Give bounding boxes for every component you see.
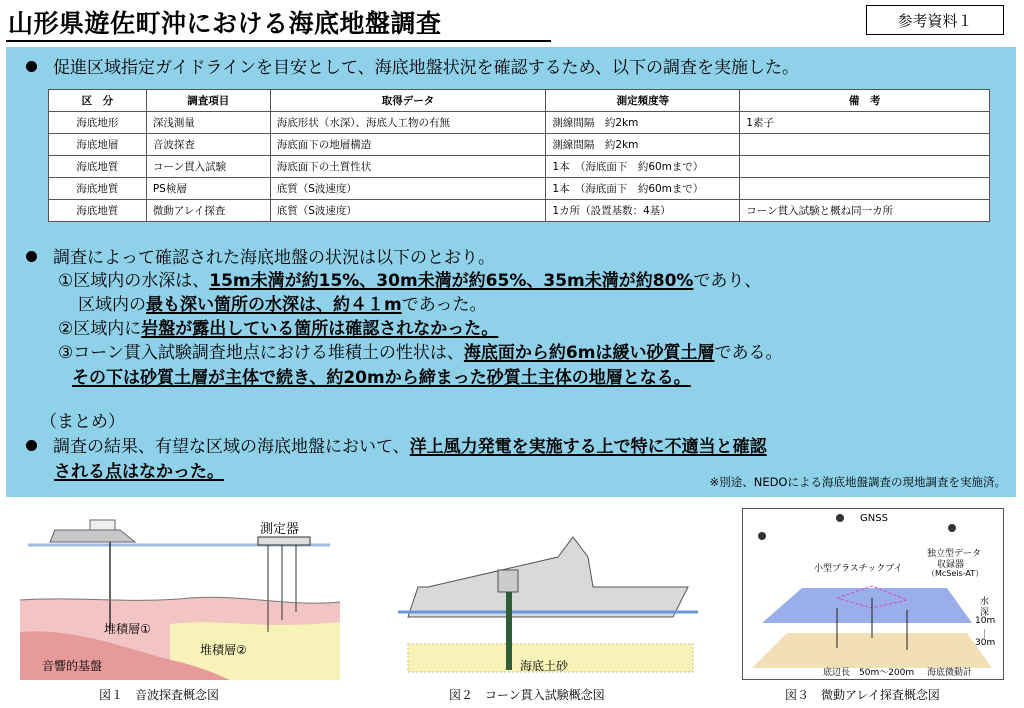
- satellite-icon: [948, 524, 956, 532]
- survey-ship: [50, 530, 135, 542]
- bedrock-label: 音響的基盤: [42, 659, 103, 673]
- summary-cont: [54, 462, 224, 483]
- table-header: 備 考: [740, 90, 990, 112]
- table-header: 調査項目: [146, 90, 270, 112]
- table-row: [49, 200, 990, 222]
- table-header: 取得データ: [270, 90, 546, 112]
- table-cell: 1本 （海底面下 約60mまで）: [546, 156, 740, 178]
- table-cell: 海底地質: [49, 200, 147, 222]
- table-cell: 海底形状（水深）、海底人工物の有無: [270, 112, 546, 134]
- reference-label: 参考資料１: [866, 5, 1004, 35]
- table-cell: 海底地形: [49, 112, 147, 134]
- figure-3-caption: 図３ 微動アレイ探査概念図: [785, 688, 940, 702]
- table-cell: 海底面下の地層構造: [270, 134, 546, 156]
- finding-emphasis: 海底面から約6mは緩い砂質土層: [463, 343, 715, 363]
- finding-3: [58, 343, 782, 364]
- buoy-label: 小型プラスチックブイ: [814, 564, 903, 574]
- depth-label: ｜: [980, 630, 990, 640]
- recorder-model-label: （McSeis-AT）: [927, 569, 984, 578]
- summary-emphasis: される点はなかった。: [54, 462, 224, 482]
- table-cell: 1素子: [740, 112, 990, 134]
- finding-2: [58, 319, 498, 340]
- table-cell: 測線間隔 約2km: [546, 112, 740, 134]
- finding-text: 区域内の: [78, 295, 146, 315]
- figure-1-caption: 図１ 音波探査概念図: [99, 688, 220, 702]
- page-title: 山形県遊佐町沖における海底地盤調査: [8, 9, 442, 38]
- table-header: 区 分: [49, 90, 147, 112]
- intro-bullet: [26, 58, 799, 78]
- table-header: 測定頻度等: [546, 90, 740, 112]
- depth-label: 30m: [975, 638, 996, 648]
- table-cell: 測線間隔 約2km: [546, 134, 740, 156]
- finding-text: である。: [714, 343, 783, 363]
- finding-text: であり、: [693, 271, 762, 291]
- finding-3-cont: [72, 368, 691, 389]
- cone-rod: [506, 592, 512, 670]
- figure-1-diagram: [20, 512, 340, 680]
- table-cell: 音波探査: [146, 134, 270, 156]
- figure-2-caption: 図２ コーン貫入試験概念図: [449, 688, 605, 702]
- intro-text: 促進区域指定ガイドラインを目安として、海底地盤状況を確認するため、以下の調査を実施した。: [53, 58, 799, 78]
- table-cell: 1本 （海底面下 約60mまで）: [546, 178, 740, 200]
- nedo-note: ※別途、NEDOによる海底地盤調査の現地調査を実施済。: [709, 475, 1006, 489]
- finding-1: [58, 271, 761, 292]
- finding-emphasis: 岩盤が露出している箇所は確認されなかった。: [141, 319, 499, 339]
- table-cell: コーン貫入試験: [146, 156, 270, 178]
- rig-tower: [498, 570, 518, 592]
- satellite-icon: [758, 532, 766, 540]
- table-row: [49, 156, 990, 178]
- finding-emphasis: その下は砂質土層が主体で続き、約20mから締まった砂質土主体の地層となる。: [72, 368, 691, 388]
- table-header-row: [49, 90, 990, 112]
- finding-text: であった。: [401, 295, 487, 315]
- findings-lead: 調査によって確認された海底地盤の状況は以下のとおり。: [53, 248, 495, 268]
- survey-table: [48, 89, 990, 222]
- summary-emphasis: 洋上風力発電を実施する上で特に不適当と確認: [409, 437, 767, 457]
- summary-bullet: [26, 437, 767, 457]
- measuring-device: [258, 537, 310, 545]
- table-cell: コーン貫入試験と概ね同一カ所: [740, 200, 990, 222]
- table-cell: 微動アレイ探査: [146, 200, 270, 222]
- bullet-icon: [26, 251, 37, 262]
- table-cell: [740, 134, 990, 156]
- table-cell: 深浅測量: [146, 112, 270, 134]
- base-length-label: 底辺長 50m～200m: [823, 668, 915, 678]
- table-cell: 海底地質: [49, 156, 147, 178]
- gnss-label: GNSS: [860, 513, 888, 524]
- summary-text: 調査の結果、有望な区域の海底地盤において、: [53, 437, 410, 457]
- table-cell: 海底地質: [49, 178, 147, 200]
- microtremor-meter-label: 海底微動計: [927, 668, 973, 678]
- instrument-label: 測定器: [260, 522, 300, 537]
- table-cell: PS検層: [146, 178, 270, 200]
- table-cell: [740, 178, 990, 200]
- recorder-label: 独立型データ: [927, 549, 982, 559]
- depth-label: 10m: [975, 616, 996, 626]
- table-cell: 1カ所（設置基数：4基）: [546, 200, 740, 222]
- layer-2-label: 堆積層②: [200, 643, 247, 657]
- bullet-icon: [26, 440, 37, 451]
- table-cell: 海底面下の土質性状: [270, 156, 546, 178]
- finding-text: ②区域内に: [58, 319, 142, 339]
- table-row: [49, 134, 990, 156]
- summary-heading: （まとめ）: [40, 412, 125, 432]
- table-cell: 底質（S波速度）: [270, 178, 546, 200]
- figure-2-diagram: [398, 512, 698, 680]
- recorder-label: 収録器: [937, 560, 965, 570]
- bullet-icon: [26, 61, 37, 72]
- depth-label: 水: [980, 597, 990, 607]
- finding-text: ①区域内の水深は、: [58, 271, 210, 291]
- depth-label: 深: [980, 608, 990, 618]
- title-underline: [6, 40, 551, 42]
- table-row: [49, 178, 990, 200]
- seabed-plane: [752, 633, 992, 668]
- seabed-label: 海底土砂: [520, 659, 569, 673]
- satellite-icon: [836, 514, 844, 522]
- table-cell: 海底地層: [49, 134, 147, 156]
- finding-1-cont: [78, 295, 487, 316]
- table-cell: 底質（S波速度）: [270, 200, 546, 222]
- figure-3-diagram: [742, 508, 1004, 680]
- table-row: [49, 112, 990, 134]
- finding-text: ③コーン貫入試験調査地点における堆積土の性状は、: [58, 343, 464, 363]
- findings-bullet: [26, 248, 495, 268]
- finding-emphasis: 15m未満が約15%、30m未満が約65%、35m未満が約80%: [209, 271, 694, 291]
- ship-cabin: [90, 520, 115, 530]
- layer-1-label: 堆積層①: [104, 622, 151, 636]
- table-cell: [740, 156, 990, 178]
- finding-emphasis: 最も深い箇所の水深は、約４１m: [146, 295, 402, 315]
